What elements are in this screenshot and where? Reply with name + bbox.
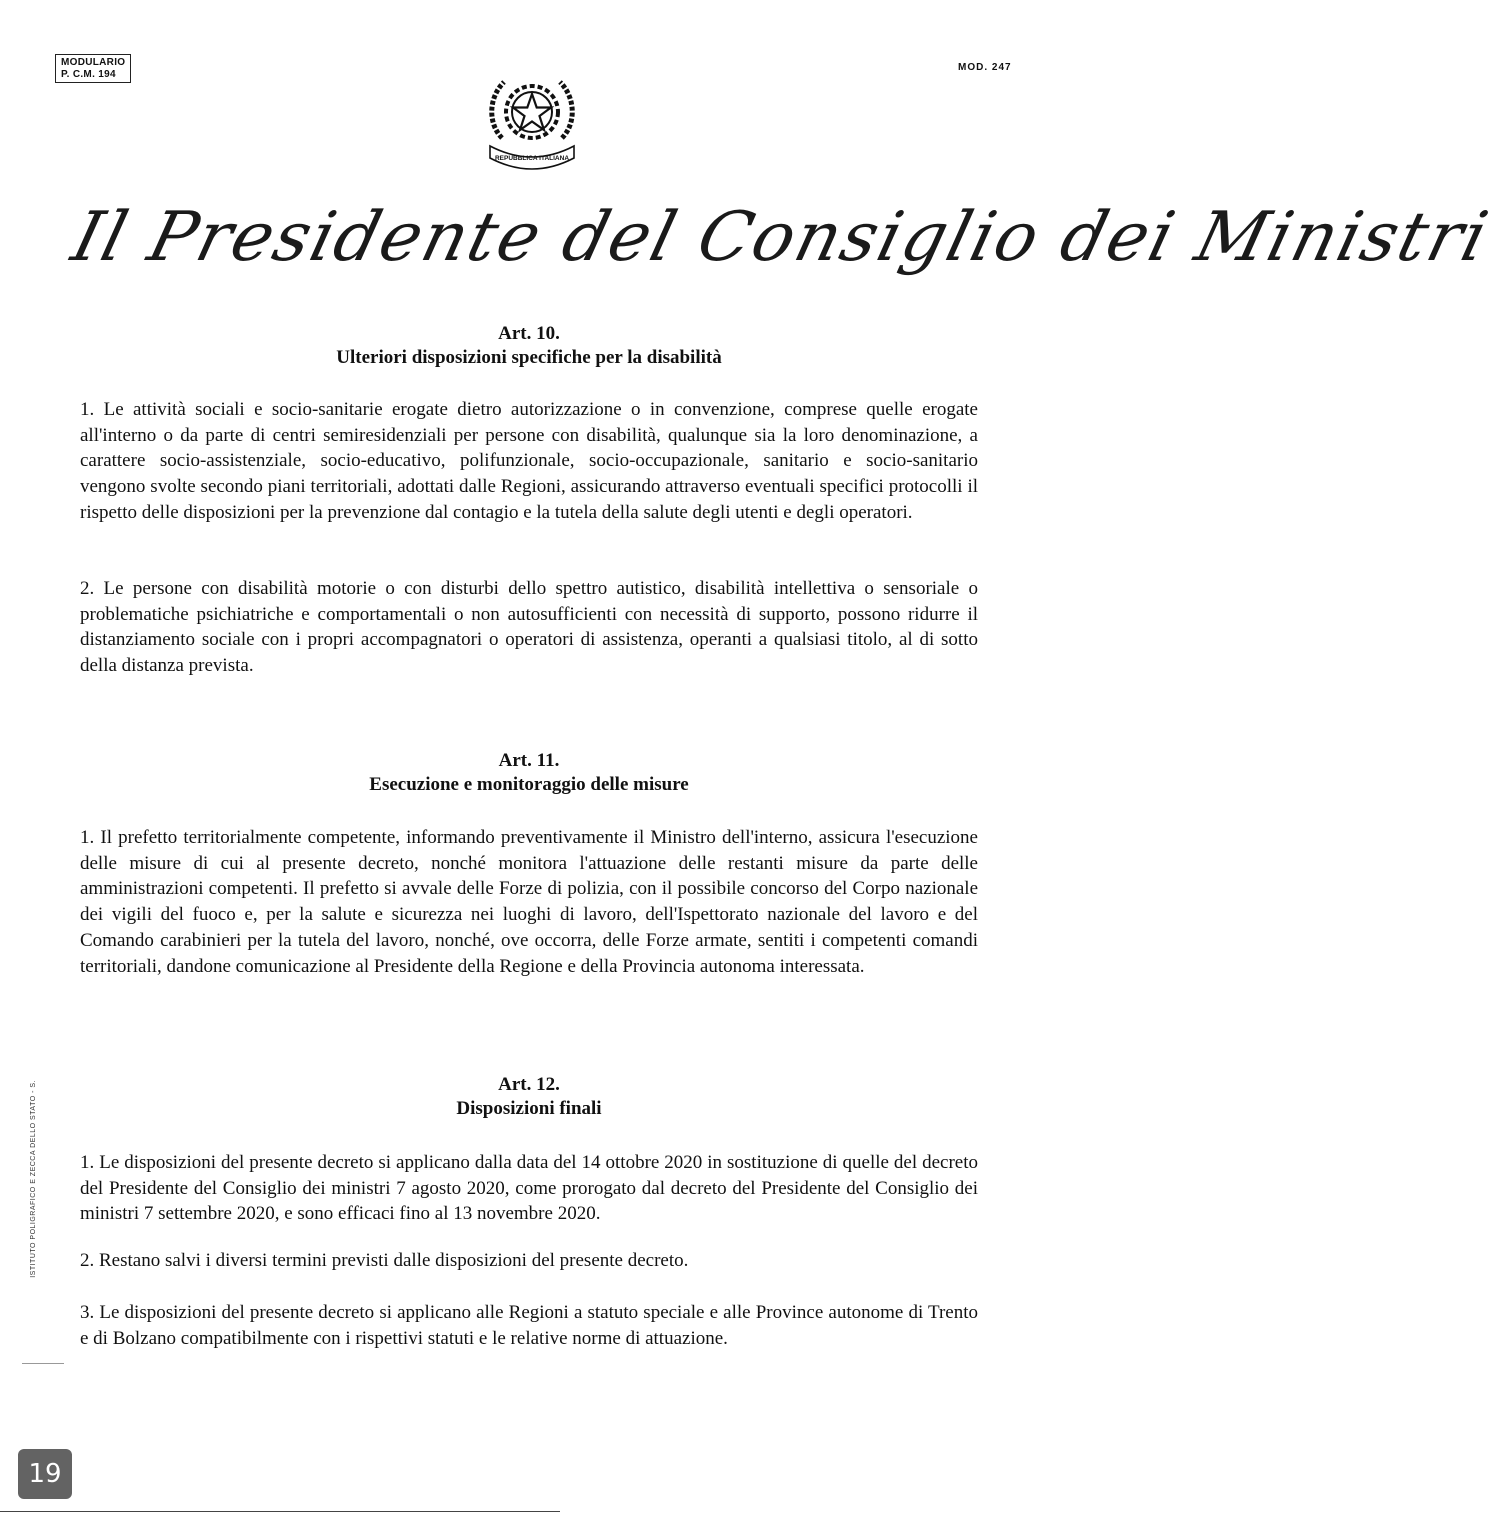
article-number: Art. 10. [498,323,560,344]
printer-side-text: ISTITUTO POLIGRAFICO E ZECCA DELLO STATO - S. [30,1080,37,1278]
article-number: Art. 12. [498,1074,560,1095]
article-title: Esecuzione e monitoraggio delle misure [369,774,689,795]
article-10 [80,323,978,369]
article-title: Ulteriori disposizioni specifiche per la disabilità [336,347,722,368]
article-10-paragraph-1: 1. Le attività sociali e socio-sanitarie erogate dietro autorizzazione o in convenzione, comprese quelle erogate all'interno o da parte di centri semiresidenziali per persone con disabilità, qualunque sia la loro denominazione, a carattere socio-assistenziale, socio-educativo, polifunzionale, socio-occupazionale, sanitario e socio-sanitario vengono svolte secondo piani territoriali, adottati dalle Regioni, assicurando attraverso eventuali specifici protocolli il rispetto delle disposizioni per la prevenzione dal contagio e la tutela della salute degli utenti e degli operatori. [80,399,978,523]
article-11 [80,750,978,796]
modulario-box [55,54,131,83]
article-12 [80,1074,978,1120]
article-12-paragraph-2: 2. Restano salvi i diversi termini previsti dalle disposizioni del presente decreto. [80,1250,689,1271]
article-title: Disposizioni finali [456,1098,602,1119]
side-divider [22,1363,64,1364]
modulario-line-1: MODULARIO [61,57,126,68]
article-12-paragraph-1: 1. Le disposizioni del presente decreto si applicano dalla data del 14 ottobre 2020 in sostituzione di quelle del decreto del Presidente del Consiglio dei ministri 7 agosto 2020, come prorogato dal decreto del Presidente del Consiglio dei ministri 7 settembre 2020, e sono efficaci fino al 13 novembre 2020. [80,1152,978,1225]
emblem-ribbon-text: REPUBBLICA ITALIANA [494,155,570,162]
bottom-divider [0,1511,560,1512]
article-12-paragraph-3: 3. Le disposizioni del presente decreto si applicano alle Regioni a statuto speciale e alle Province autonome di Trento e di Bolzano compatibilmente con i rispettivi statuti e le relative norme di attuazione. [80,1302,978,1349]
republic-emblem-icon [484,68,580,172]
article-number: Art. 11. [498,750,560,771]
institution-heading: Il Presidente del Consiglio dei Ministri [64,198,1497,277]
article-11-paragraph-1: 1. Il prefetto territorialmente competente, informando preventivamente il Ministro dell'interno, assicura l'esecuzione delle misure di cui al presente decreto, nonché monitora l'attuazione delle restanti misure da parte delle amministrazioni competenti. Il prefetto si avvale delle Forze di polizia, con il possibile concorso del Corpo nazionale dei vigili del fuoco e, per la salute e sicurezza nei luoghi di lavoro, dell'Ispettorato nazionale del lavoro e del Comando carabinieri per la tutela del lavoro, nonché, ove occorra, delle Forze armate, sentiti i competenti comandi territoriali, dandone comunicazione al Presidente della Regione e della Provincia autonoma interessata. [80,827,978,977]
model-code: MOD. 247 [958,62,1012,73]
modulario-line-2: P. C.M. 194 [61,69,116,80]
article-10-paragraph-2: 2. Le persone con disabilità motorie o con disturbi dello spettro autistico, disabilità intellettiva o sensoriale o problematiche psichiatriche e comportamentali o non autosufficienti con necessità di supporto, possono ridurre il distanziamento sociale con i propri accompagnatori o operatori di assistenza, operanti a qualsiasi titolo, al di sotto della distanza prevista. [80,578,978,677]
page-number-badge[interactable]: 19 [18,1449,72,1499]
